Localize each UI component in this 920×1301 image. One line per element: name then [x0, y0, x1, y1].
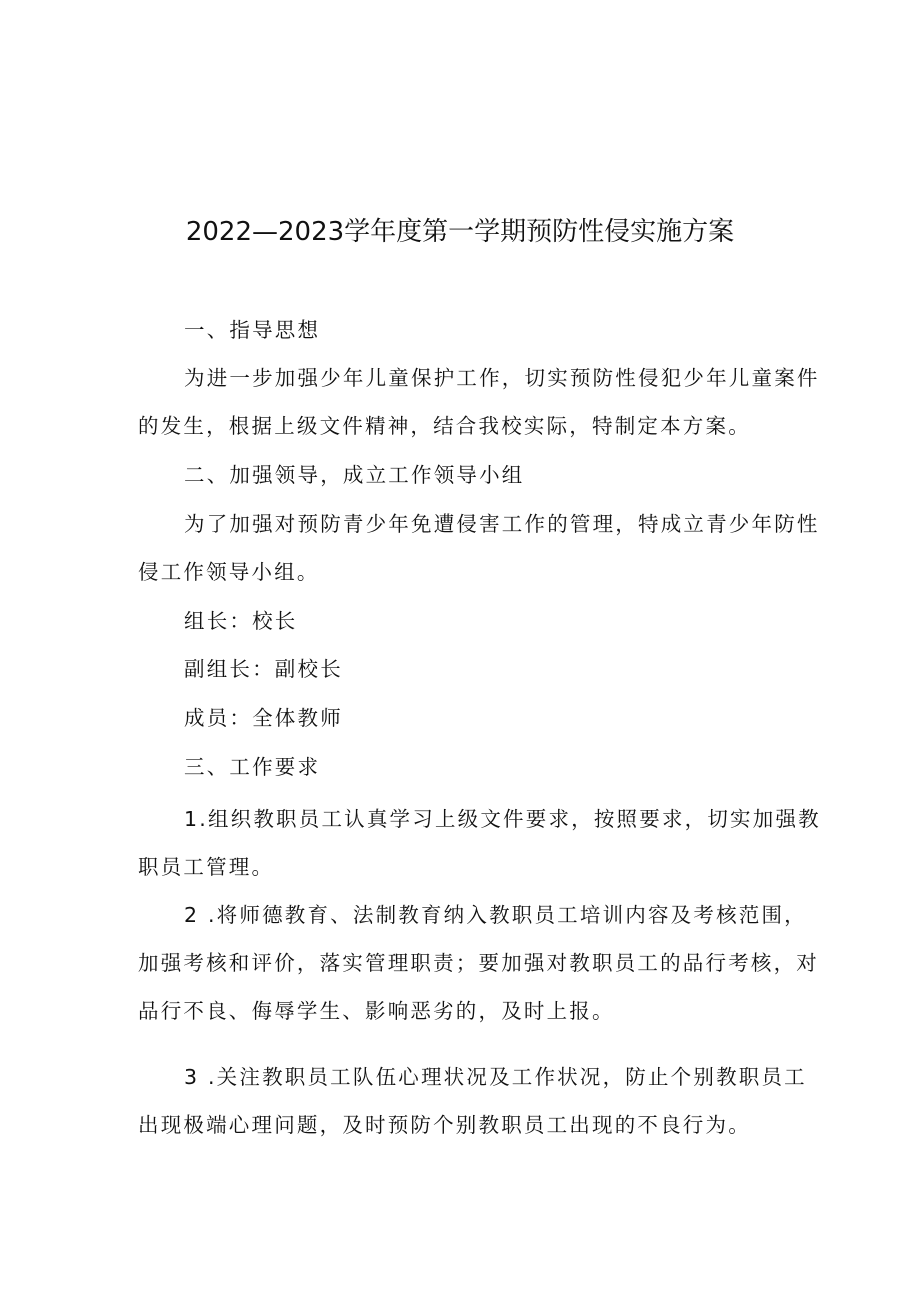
paragraph-line: 1.组织教职员工认真学习上级文件要求，按照要求，切实加强教 — [184, 807, 821, 831]
section-heading-requirements: 三、工作要求 — [184, 755, 321, 779]
requirement-2 — [138, 891, 819, 1035]
document-title: 2022—2023学年度第一学期预防性侵实施方案 — [185, 217, 735, 247]
paragraph-line: 3 .关注教职员工队伍心理状况及工作状况，防止个别教职员工 — [184, 1065, 807, 1089]
requirement-3 — [138, 1053, 807, 1149]
section-heading-leadership: 二、加强领导，成立工作领导小组 — [184, 463, 525, 487]
paragraph-line: 2 .将师德教育、法制教育纳入教职员工培训内容及考核范围， — [184, 903, 807, 927]
paragraph-line: 为了加强对预防青少年免遭侵害工作的管理，特成立青少年防性 — [184, 512, 820, 536]
paragraph-line: 侵工作领导小组。 — [138, 560, 320, 584]
paragraph-line: 的发生，根据上级文件精神，结合我校实际，特制定本方案。 — [138, 414, 751, 438]
paragraph-line: 加强考核和评价，落实管理职责；要加强对教职员工的品行考核，对 — [138, 951, 819, 975]
section-heading-guiding-thought: 一、指导思想 — [184, 318, 321, 342]
paragraph-line: 职员工管理。 — [138, 855, 275, 879]
paragraph-line: 为进一步加强少年儿童保护工作，切实预防性侵犯少年儿童案件 — [184, 366, 820, 390]
paragraph-guiding-thought — [138, 354, 820, 450]
group-leader: 组长：校长 — [184, 609, 298, 633]
group-vice-leader: 副组长：副校长 — [184, 657, 343, 681]
group-members: 成员：全体教师 — [184, 706, 343, 730]
requirement-1 — [138, 795, 821, 891]
paragraph-line: 品行不良、侮辱学生、影响恶劣的，及时上报。 — [138, 999, 615, 1023]
paragraph-line: 出现极端心理问题，及时预防个别教职员工出现的不良行为。 — [138, 1113, 751, 1137]
paragraph-leadership — [138, 500, 820, 596]
